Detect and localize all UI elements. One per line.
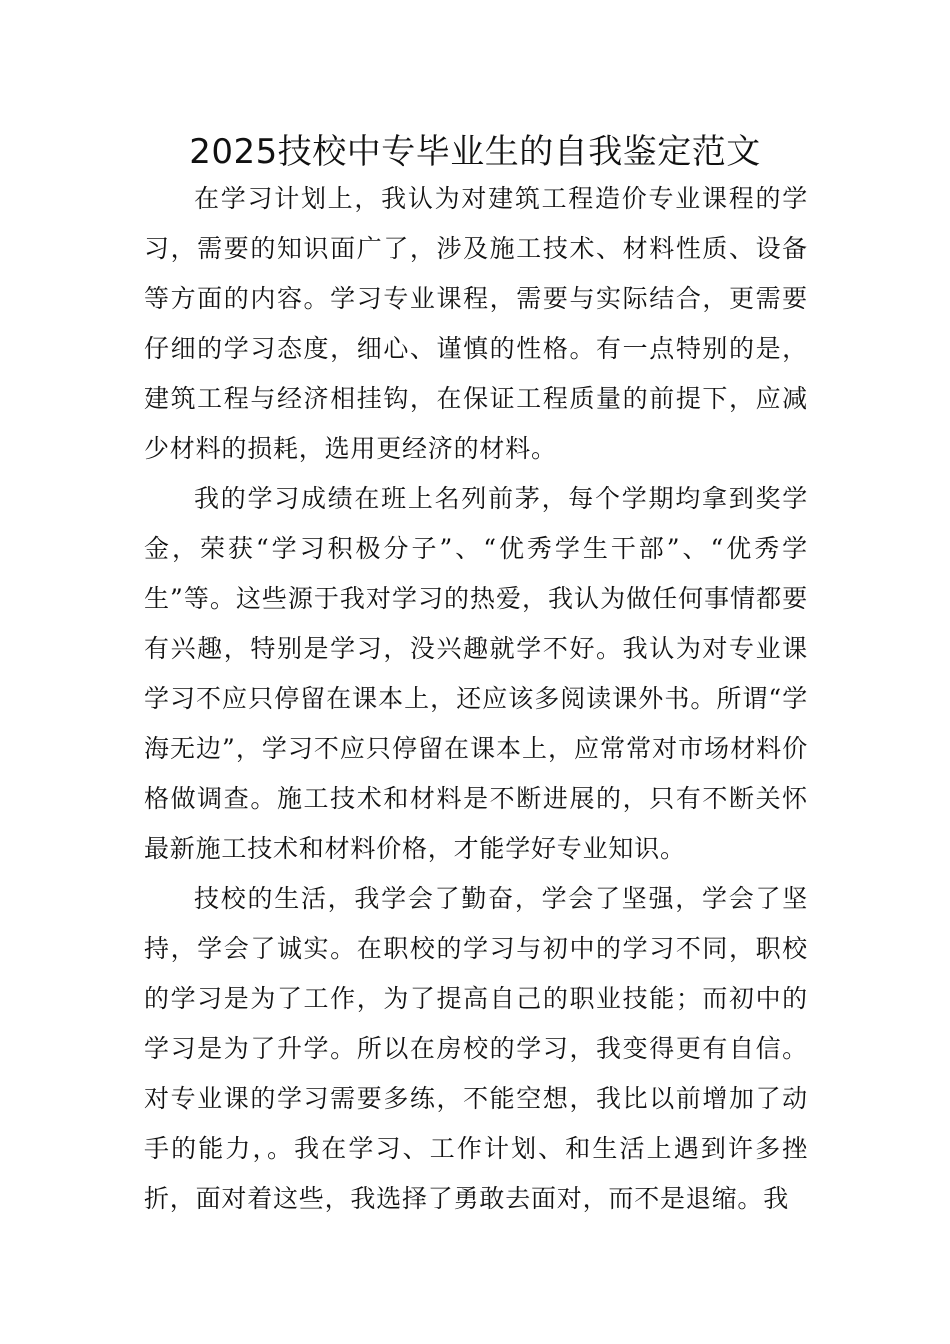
paragraph-grades: 我的学习成绩在班上名列前茅，每个学期均拿到奖学金，荣获“学习积极分子”、“优秀学生干部”、“优秀学生”等。这些源于我对学习的热爱，我认为做任何事情都要有兴趣，特别是学习，没兴趣就学不好。我认为对专业课学习不应只停留在课本上，还应该多阅读课外书。所谓“学海无边”，学习不应只停留在课本上，应常常对市场材料价格做调查。施工技术和材料是不断进展的，只有不断关怀最新施工技术和材料价格，才能学好专业知识。 [144,484,808,863]
paragraph-school-life: 技校的生活，我学会了勤奋，学会了坚强，学会了坚持，学会了诚实。在职校的学习与初中的学习不同，职校的学习是为了工作，为了提高自己的职业技能；而初中的学习是为了升学。所以在房校的学习，我变得更有自信。对专业课的学习需要多练，不能空想，我比以前增加了动手的能力，。我在学习、工作计划、和生活上遇到许多挫折，面对着这些，我选择了勇敢去面对，而不是退缩。我 [144,884,808,1213]
paragraph-study-plan: 在学习计划上，我认为对建筑工程造价专业课程的学习，需要的知识面广了，涉及施工技术、材料性质、设备等方面的内容。学习专业课程，需要与实际结合，更需要仔细的学习态度，细心、谨慎的性格。有一点特别的是，建筑工程与经济相挂钩，在保证工程质量的前提下，应减少材料的损耗，选用更经济的材料。 [144,184,808,463]
document-title: 2025技校中专毕业生的自我鉴定范文 [189,132,761,172]
document-body [144,174,808,1224]
